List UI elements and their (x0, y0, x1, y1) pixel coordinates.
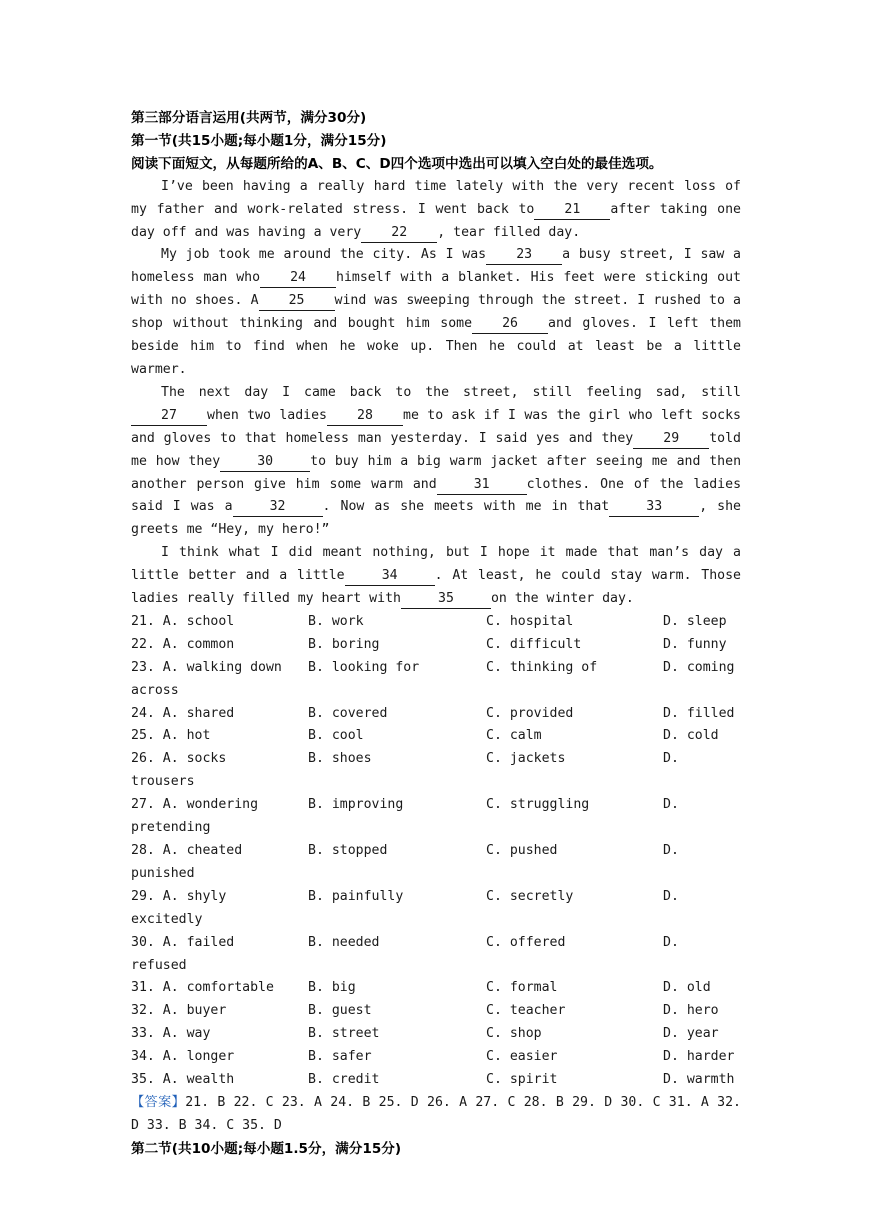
blank-31: 31 (437, 476, 527, 495)
option-d-continued: punished (131, 865, 195, 881)
passage-text: . At least, he could stay warm. Those ladies really filled my heart with (131, 568, 742, 607)
passage-text: I’ve been having a really hard time lately with the very recent loss of my father and work-related stress. I went back to (131, 178, 741, 217)
option-a: 23. A. walking down (131, 659, 282, 675)
passage-text: I think what I did meant nothing, but I hope it made that man’s day a little better and a little (131, 545, 741, 584)
option-d-continued: pretending (131, 820, 211, 836)
option-a: 27. A. wondering (131, 797, 259, 813)
passage-text: a busy street, I saw a homeless man who (131, 247, 742, 286)
option-a: 22. A. common (131, 636, 235, 652)
option-b: B. shoes (308, 751, 372, 767)
blank-28: 28 (327, 407, 403, 426)
option-b: B. safer (308, 1049, 372, 1065)
part-heading: 第三部分语言运用(共两节，满分30分) (131, 110, 367, 126)
option-row (131, 1023, 741, 1046)
option-row (131, 748, 741, 771)
option-c: C. hospital (486, 613, 574, 629)
option-d: D. (663, 888, 679, 904)
passage-text: The next day I came back to the street, still feeling sad, still (161, 384, 741, 400)
option-a: 35. A. wealth (131, 1072, 235, 1088)
option-a: 34. A. longer (131, 1049, 235, 1065)
blank-22: 22 (361, 224, 437, 243)
option-a: 31. A. comfortable (131, 980, 274, 996)
options-body (131, 611, 741, 1092)
option-b: B. looking for (308, 659, 420, 675)
option-row-wrap (131, 863, 741, 886)
option-d: D. (663, 751, 679, 767)
option-a: 24. A. shared (131, 705, 235, 721)
option-c: C. easier (486, 1049, 558, 1065)
passage-text: wind was sweeping through the street. I rushed to a shop without thinking and bought him some (131, 293, 741, 332)
option-c: C. thinking of (486, 659, 598, 675)
section1-heading: 第一节(共15小题;每小题1分，满分15分) (131, 132, 387, 149)
option-row (131, 840, 741, 863)
blank-29: 29 (633, 430, 709, 449)
option-row (131, 932, 741, 955)
option-c: C. shop (486, 1026, 542, 1042)
instructions: 阅读下面短文，从每题所给的A、B、C、D四个选项中选出可以填入空白处的最佳选项。 (131, 155, 663, 172)
blank-30: 30 (220, 453, 310, 472)
option-c: C. secretly (486, 888, 574, 904)
option-d: D. warmth (663, 1072, 735, 1088)
option-row-wrap (131, 909, 741, 932)
passage-paragraph-1 (131, 176, 741, 245)
option-b: B. boring (308, 636, 380, 652)
passage-text: clothes. One of the ladies said I was a (131, 476, 742, 515)
option-d: D. old (663, 980, 711, 996)
blank-23: 23 (486, 246, 562, 265)
blank-26: 26 (472, 315, 548, 334)
option-d-continued: trousers (131, 774, 195, 790)
blank-33: 33 (609, 498, 699, 517)
option-c: C. formal (486, 980, 558, 996)
passage-text: himself with a blanket. His feet were sticking out with no shoes. A (131, 270, 741, 309)
option-c: C. calm (486, 728, 542, 744)
option-b: B. cool (308, 728, 364, 744)
option-row (131, 657, 741, 680)
option-a: 28. A. cheated (131, 843, 243, 858)
option-a: 21. A. school (131, 613, 235, 629)
option-row (131, 634, 741, 657)
passage-text: . Now as she meets with me in that (322, 499, 610, 515)
answer-text: 21. B 22. C 23. A 24. B 25. D 26. A 27. C 28. B 29. D 30. C 31. A 32. D 33. B 34. C 35. D (131, 1094, 741, 1133)
blank-35: 35 (401, 590, 491, 609)
option-a: 33. A. way (131, 1026, 211, 1042)
section2-heading: 第二节(共10小题;每小题1.5分，满分15分) (131, 1140, 402, 1157)
option-row (131, 725, 741, 748)
blank-24: 24 (260, 269, 336, 288)
option-b: B. work (308, 613, 364, 629)
passage-paragraph-4 (131, 542, 741, 611)
option-c: C. teacher (486, 1003, 566, 1019)
option-c: C. provided (486, 705, 574, 721)
option-c: C. difficult (486, 636, 582, 652)
option-a: 30. A. failed (131, 934, 235, 950)
option-row (131, 1069, 741, 1092)
option-a: 32. A. buyer (131, 1003, 227, 1019)
option-b: B. covered (308, 705, 388, 721)
option-row (131, 977, 741, 1000)
blank-21: 21 (534, 201, 610, 220)
option-d: D. (663, 797, 679, 813)
option-b: B. needed (308, 934, 380, 950)
option-d: D. funny (663, 636, 727, 652)
option-d: D. coming (663, 659, 735, 675)
option-c: C. offered (486, 934, 566, 950)
blank-25: 25 (259, 292, 335, 311)
option-b: B. painfully (308, 888, 404, 904)
passage-text: after taking one day off and was having a very (131, 201, 741, 240)
option-d: D. (663, 934, 679, 950)
answer-label: 【答案】 (131, 1094, 186, 1110)
option-row-wrap (131, 955, 741, 978)
option-c: C. pushed (486, 843, 558, 858)
option-row (131, 611, 741, 634)
option-b: B. stopped (308, 843, 388, 858)
blank-34: 34 (345, 567, 435, 586)
option-d-continued: excitedly (131, 911, 203, 927)
passage-paragraph-3 (131, 382, 741, 542)
option-row (131, 886, 741, 909)
passage-text: , tear filled day. (437, 224, 581, 240)
passage-text: me to ask if I was the girl who left socks and gloves to that homeless man yesterday. I said yes and they (131, 407, 741, 446)
option-row-wrap (131, 680, 741, 703)
option-row-wrap (131, 817, 741, 840)
option-d: D. filled (663, 705, 735, 721)
exam-page (131, 107, 741, 1161)
option-d: D. year (663, 1026, 719, 1042)
blank-32: 32 (233, 498, 323, 517)
option-row (131, 1000, 741, 1023)
passage-text: when two ladies (207, 407, 327, 423)
options-table (131, 611, 741, 1092)
passage-paragraph-2 (131, 244, 741, 381)
option-c: C. struggling (486, 797, 590, 813)
option-d-continued: across (131, 682, 179, 698)
answer-block (131, 1092, 741, 1138)
option-row (131, 1046, 741, 1069)
option-d: D. (663, 843, 679, 858)
option-b: B. improving (308, 797, 404, 813)
passage-text: , she greets me “Hey, my hero!” (131, 499, 741, 538)
option-b: B. big (308, 980, 356, 996)
passage-text: and gloves. I left them beside him to find when he woke up. Then he could at least be a little warmer. (131, 316, 741, 377)
option-b: B. guest (308, 1003, 372, 1019)
option-b: B. credit (308, 1072, 380, 1088)
passage-text: to buy him a big warm jacket after seeing me and then another person give him some warm and (131, 453, 742, 492)
option-c: C. jackets (486, 751, 566, 767)
option-a: 29. A. shyly (131, 888, 227, 904)
option-row (131, 703, 741, 726)
passage-text: told me how they (131, 430, 741, 469)
option-d: D. cold (663, 728, 719, 744)
option-row (131, 794, 741, 817)
option-a: 25. A. hot (131, 728, 211, 744)
option-d: D. harder (663, 1049, 735, 1065)
option-row-wrap (131, 771, 741, 794)
passage-text: My job took me around the city. As I was (161, 247, 487, 263)
option-b: B. street (308, 1026, 380, 1042)
passage-text: on the winter day. (490, 591, 634, 607)
blank-27: 27 (131, 407, 207, 426)
option-c: C. spirit (486, 1072, 558, 1088)
option-d: D. sleep (663, 613, 727, 629)
option-d-continued: refused (131, 957, 187, 973)
option-a: 26. A. socks (131, 751, 227, 767)
option-d: D. hero (663, 1003, 719, 1019)
